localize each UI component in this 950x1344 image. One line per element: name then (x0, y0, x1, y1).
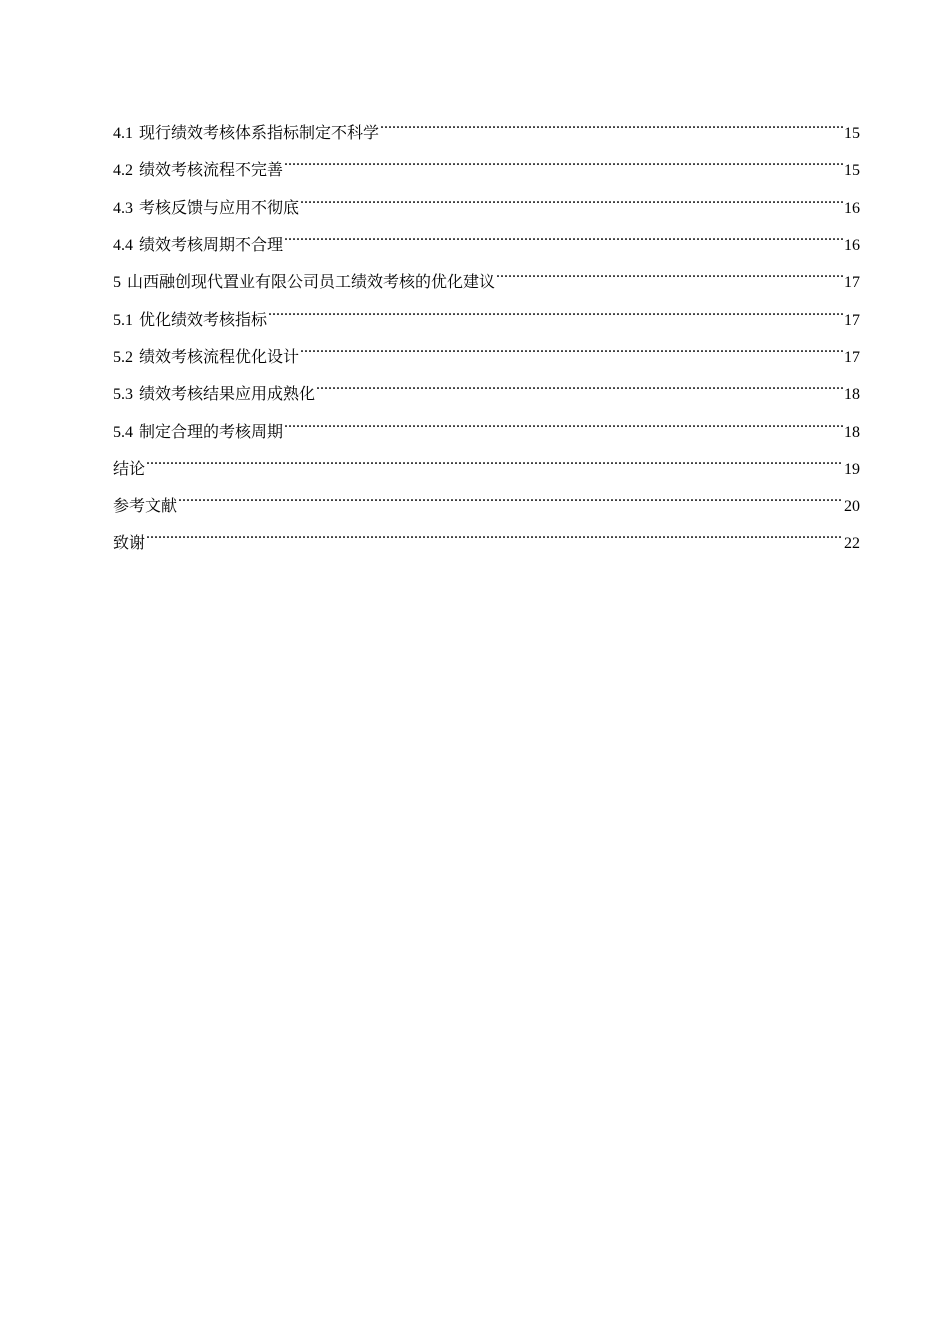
toc-dot-leader (146, 455, 843, 474)
toc-entry-page: 19 (844, 460, 860, 478)
toc-entry-title: 考核反馈与应用不彻底 (139, 199, 300, 217)
toc-entry-title: 参考文献 (113, 498, 178, 516)
toc-entry-page: 16 (844, 199, 860, 217)
toc-entry-title: 致谢 (113, 535, 146, 553)
toc-dot-leader (496, 268, 843, 287)
toc-dot-leader (316, 380, 843, 399)
toc-entry[interactable] (113, 305, 860, 342)
toc-entry[interactable] (113, 417, 860, 454)
toc-entry[interactable] (113, 119, 860, 156)
toc-entry-number: 5 (113, 274, 121, 292)
toc-entry-number: 5.2 (113, 348, 133, 366)
toc-entry[interactable] (113, 455, 860, 492)
toc-entry-title: 制定合理的考核周期 (139, 423, 284, 441)
toc-entry-page: 17 (844, 348, 860, 366)
toc-entry[interactable] (113, 529, 860, 566)
toc-dot-leader (380, 119, 843, 138)
toc-entry-page: 15 (844, 125, 860, 143)
toc-entry-page: 20 (844, 498, 860, 516)
toc-entry-number: 4.3 (113, 199, 133, 217)
toc-entry-page: 22 (844, 535, 860, 553)
toc-dot-leader (300, 343, 843, 362)
toc-dot-leader (284, 156, 843, 175)
toc-entry-page: 18 (844, 386, 860, 404)
toc-entry-title: 绩效考核流程不完善 (139, 162, 284, 180)
toc-entry-title: 优化绩效考核指标 (139, 311, 268, 329)
toc-entry[interactable] (113, 156, 860, 193)
toc-dot-leader (284, 417, 843, 436)
toc-entry-title: 现行绩效考核体系指标制定不科学 (139, 125, 380, 143)
toc-dot-leader (178, 492, 843, 511)
toc-dot-leader (146, 529, 843, 548)
toc-entry[interactable] (113, 343, 860, 380)
toc-entry-number: 4.2 (113, 162, 133, 180)
toc-entry-page: 16 (844, 237, 860, 255)
toc-entry-title: 绩效考核流程优化设计 (139, 348, 300, 366)
toc-entry-number: 5.3 (113, 386, 133, 404)
toc-entry[interactable] (113, 380, 860, 417)
toc-entry-page: 17 (844, 274, 860, 292)
toc-dot-leader (268, 305, 843, 324)
toc-entry-page: 17 (844, 311, 860, 329)
toc-entry-page: 15 (844, 162, 860, 180)
toc-entry-title: 结论 (113, 460, 146, 478)
toc-entry-title: 绩效考核周期不合理 (139, 237, 284, 255)
toc-dot-leader (284, 231, 843, 250)
toc-entry-number: 5.1 (113, 311, 133, 329)
table-of-contents (113, 119, 860, 567)
toc-entry-number: 5.4 (113, 423, 133, 441)
toc-entry-title: 绩效考核结果应用成熟化 (139, 386, 316, 404)
toc-entry[interactable] (113, 231, 860, 268)
toc-entry[interactable] (113, 492, 860, 529)
toc-entry-title: 山西融创现代置业有限公司员工绩效考核的优化建议 (127, 274, 496, 292)
toc-dot-leader (300, 194, 843, 213)
toc-entry[interactable] (113, 194, 860, 231)
toc-entry-number: 4.1 (113, 125, 133, 143)
toc-entry[interactable] (113, 268, 860, 305)
toc-entry-number: 4.4 (113, 237, 133, 255)
toc-entry-page: 18 (844, 423, 860, 441)
